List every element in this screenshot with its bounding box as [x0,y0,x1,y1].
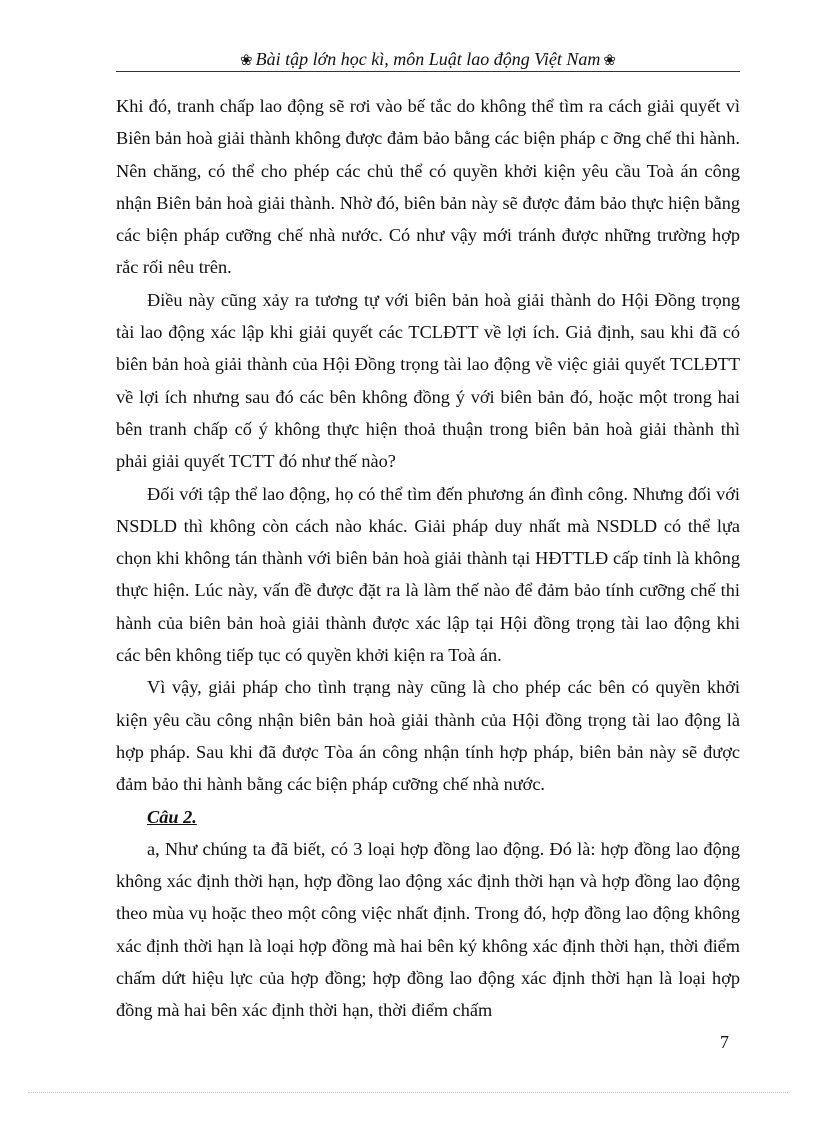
ornament-right-icon: ❀ [603,53,616,69]
section-heading-text: Câu 2. [147,806,197,827]
body-text [116,90,740,1027]
paragraph-4: Vì vậy, giải pháp cho tình trạng này cũng là cho phép các bên có quyền khởi kiện yêu cầu công nhận biên bản hoà giải thành của Hội đồng trọng tài lao động là hợp pháp. Sau khi đã được Tòa án công nhận tính hợp pháp, biên bản này sẽ được đảm bảo thi hành bằng các biện pháp cưỡng chế nhà nước. [116,677,740,795]
page-number: 7 [720,1032,729,1052]
paragraph-2: Điều này cũng xảy ra tương tự với biên bản hoà giải thành do Hội Đồng trọng tài lao động xác lập khi giải quyết các TCLĐTT về lợi ích. Giả định, sau khi đã có biên bản hoà giải thành của Hội Đồng trọng tài lao động về việc giải quyết TCLĐTT về lợi ích nhưng sau đó các bên không đồng ý với biên bản đó, hoặc một trong hai bên tranh chấp cố ý không thực hiện thoả thuận trong biên bản hoà giải thành thì phải giải quyết TCTT đó như thế nào? [116,289,740,472]
ornament-left-icon: ❀ [240,53,253,69]
header-title: Bài tập lớn học kì, môn Luật lao động Việt Nam [255,49,601,69]
running-header [116,48,740,72]
header-divider [116,71,740,72]
paragraph-3: Đối với tập thể lao động, họ có thể tìm đến phương án đình công. Nhưng đối với NSDLD thì không còn cách nào khác. Giải pháp duy nhất mà NSDLD có thể lựa chọn khi không tán thành với biên bản hoà giải thành tại HĐTTLĐ cấp tỉnh là không thực hiện. Lúc này, vấn đề được đặt ra là làm thế nào để đảm bảo tính cưỡng chế thi hành của biên bản hoà giải thành được xác lập tại Hội đồng trọng tài lao động khi các bên không tiếp tục có quyền khởi kiện ra Toà án. [116,483,740,666]
paragraph-5: a, Như chúng ta đã biết, có 3 loại hợp đồng lao động. Đó là: hợp đồng lao động không xác định thời hạn, hợp đồng lao động xác định thời hạn và hợp đồng lao động theo mùa vụ hoặc theo một công việc nhất định. Trong đó, hợp đồng lao động không xác định thời hạn là loại hợp đồng mà hai bên ký không xác định thời hạn, thời điểm chấm dứt hiệu lực của hợp đồng; hợp đồng lao động xác định thời hạn là loại hợp đồng mà hai bên xác định thời hạn, thời điểm chấm [116,838,740,1021]
paragraph-1: Khi đó, tranh chấp lao động sẽ rơi vào bế tắc do không thể tìm ra cách giải quyết vì Biên bản hoà giải thành không được đảm bảo bằng các biện pháp c ỡng chế thi hành. Nên chăng, có thể cho phép các chủ thể có quyền khởi kiện yêu cầu Toà án công nhận Biên bản hoà giải thành. Nhờ đó, biên bản này sẽ được đảm bảo thực hiện bằng các biện pháp cưỡng chế nhà nước. Có như vậy mới tránh được những trường hợp rắc rối nêu trên. [116,96,740,278]
section-heading [116,801,740,833]
page-bottom-border [28,1092,788,1093]
